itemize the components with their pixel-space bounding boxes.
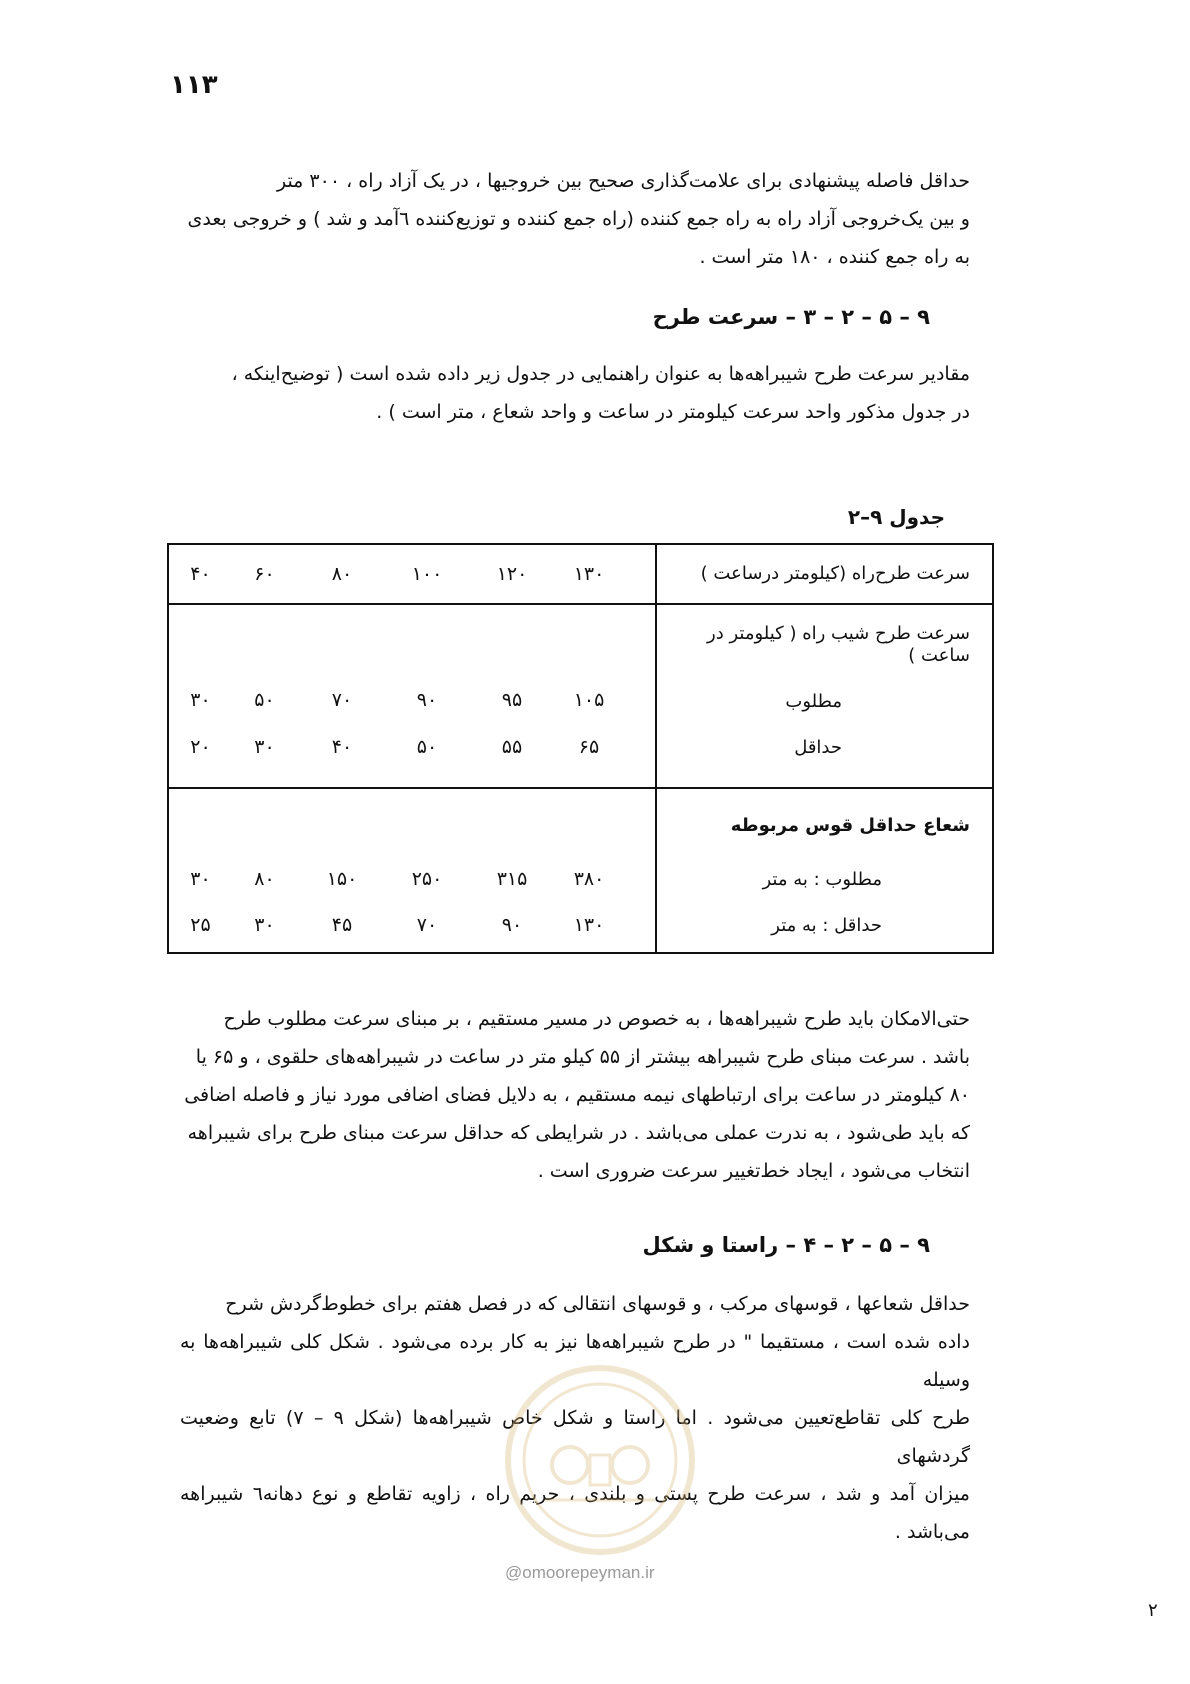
- header-value: ۸۰: [331, 563, 353, 585]
- cell-value: ۵۵: [501, 736, 523, 758]
- text-line: حداقل شعاعها ، قوسهای مرکب ، و قوسهای انتقالی که در فصل هفتم برای خطوط‌گردش شرح: [225, 1293, 970, 1315]
- cell-value: ۱۳۰: [573, 914, 605, 936]
- text-line: و بین یک‌خروجی آزاد راه به راه جمع کننده (راه جمع کننده و توزیع‌کننده‌ ٦آمد و شد ) و خروجی بعدی: [187, 208, 970, 230]
- radius-values-cell: [168, 788, 656, 953]
- ramp-speed-desired-values: [169, 685, 655, 715]
- cell-value: ۹۰: [416, 689, 438, 711]
- header-value: ۱۲۰: [496, 563, 528, 585]
- radius-desired-values: [169, 864, 655, 894]
- ramp-speed-minimum-values: [169, 732, 655, 762]
- design-speed-paragraph: [180, 355, 970, 431]
- radius-label-cell: [656, 788, 993, 953]
- cell-value: ۷۰: [331, 689, 353, 711]
- cell-value: ۴۰: [331, 736, 353, 758]
- text-line: مقادیر سرعت طرح شیبراهه‌ها به عنوان راهنمایی در جدول زیر داده شده است ( توضیح‌اینکه ،: [231, 363, 970, 385]
- cell-value: ۳۰: [190, 689, 211, 711]
- section-heading-alignment: ۹ – ۵ – ۲ – ۴ – راستا و شکل: [642, 1233, 930, 1257]
- seal-logo-icon: [500, 1360, 700, 1560]
- cell-value: ۲۵: [190, 914, 211, 936]
- text-line: میزان آمد و شد ، سرعت طرح پستی و بلندی ، حریم راه ، زاویه تقاطع و نوع دهانه‌٦ شیبراهه می‌باشد .: [180, 1483, 970, 1543]
- minimum-meter-label: حداقل : به متر: [771, 915, 882, 936]
- cell-value: ۱۰۵: [573, 689, 605, 711]
- ramp-speed-label-cell: [656, 604, 993, 788]
- radius-section: [168, 788, 993, 953]
- margin-mark: ۲: [1148, 1600, 1158, 1621]
- minimum-label: حداقل: [794, 737, 842, 758]
- radius-title: شعاع حداقل قوس مربوطه: [730, 815, 970, 836]
- ramp-design-speed-table: [167, 543, 994, 954]
- header-value: ۴۰: [190, 563, 211, 585]
- cell-value: ۴۵: [331, 914, 353, 936]
- text-line: حداقل فاصله پیشنهادی برای علامت‌گذاری صحیح بین خروجیها ، در یک آزاد راه ، ۳۰۰ متر: [276, 170, 970, 192]
- after-table-paragraph: [180, 1000, 970, 1190]
- text-line: باشد . سرعت مبنای طرح شیبراهه بیشتر از ۵۵ کیلو متر در ساعت در شیبراهه‌های حلقوی ، و ۶۵ یا: [195, 1046, 970, 1068]
- page-number: ۱۱۳: [170, 70, 218, 100]
- header-value: ۶۰: [254, 563, 275, 585]
- text-line: به راه جمع کننده ، ۱۸۰ متر است .: [699, 246, 970, 268]
- header-value: ۱۳۰: [573, 563, 605, 585]
- cell-value: ۶۵: [578, 736, 600, 758]
- ramp-speed-title: سرعت طرح شیب راه ( کیلومتر در ساعت ): [707, 623, 970, 666]
- text-line: که باید طی‌شود ، به ندرت عملی می‌باشد . در شرایطی که حداقل سرعت مبنای طرح برای شیبراهه: [187, 1122, 970, 1144]
- cell-value: ۳۸۰: [573, 868, 605, 890]
- cell-value: ۵۰: [416, 736, 438, 758]
- header-value: ۱۰۰: [411, 563, 443, 585]
- cell-value: ۷۰: [416, 914, 438, 936]
- text-line: ۸۰ کیلومتر در ساعت برای ارتباطهای نیمه مستقیم ، به دلایل فضای اضافی مورد نیاز و فاصله اضافی: [184, 1084, 970, 1106]
- cell-value: ۳۰: [254, 736, 275, 758]
- cell-value: ۸۰: [254, 868, 275, 890]
- text-line: طرح کلی تقاطع‌تعیین می‌شود . اما راستا و شکل خاص شیبراهه‌ها (شکل ۹ – ۷) تابع وضعیت گردشهای: [180, 1407, 970, 1467]
- radius-minimum-values: [169, 910, 655, 940]
- table-caption: جدول ۹–۲: [847, 505, 945, 529]
- cell-value: ۹۰: [501, 914, 523, 936]
- cell-value: ۳۰: [254, 914, 275, 936]
- text-line: انتخاب می‌شود ، ایجاد خط‌تغییر سرعت ضروری است .: [537, 1160, 970, 1182]
- ramp-speed-section: [168, 604, 993, 788]
- watermark-text: @omoorepeyman.ir: [505, 1563, 655, 1582]
- cell-value: ۳۰: [190, 868, 211, 890]
- text-line: داده شده است ، مستقیما " در طرح شیبراهه‌ها نیز به کار برده می‌شود . شکل کلی شیبراهه‌ها به وسیله: [180, 1331, 970, 1391]
- table-header-row: [168, 544, 993, 604]
- cell-value: ۳۱۵: [496, 868, 528, 890]
- cell-value: ۱۵۰: [326, 868, 358, 890]
- section-heading-design-speed: ۹ – ۵ – ۲ – ۳ – سرعت طرح: [652, 305, 930, 329]
- header-label-cell: [656, 544, 993, 604]
- desired-meter-label: مطلوب : به متر: [762, 869, 882, 890]
- cell-value: ۵۰: [254, 689, 275, 711]
- ramp-speed-values-cell: [168, 604, 656, 788]
- text-line: در جدول مذکور واحد سرعت کیلومتر در ساعت و واحد شعاع ، متر است ) .: [376, 401, 970, 423]
- header-values-cell: [168, 544, 656, 604]
- cell-value: ۹۵: [501, 689, 523, 711]
- text-line: حتی‌الامکان باید طرح شیبراهه‌ها ، به خصوص در مسیر مستقیم ، بر مبنای سرعت مطلوب طرح: [223, 1008, 970, 1030]
- header-values: [169, 559, 655, 589]
- cell-value: ۲۰: [190, 736, 211, 758]
- desired-label: مطلوب: [785, 691, 842, 712]
- cell-value: ۲۵۰: [411, 868, 443, 890]
- header-label: سرعت طرح‌راه (کیلومتر درساعت ): [700, 563, 970, 584]
- intro-paragraph: [180, 162, 970, 276]
